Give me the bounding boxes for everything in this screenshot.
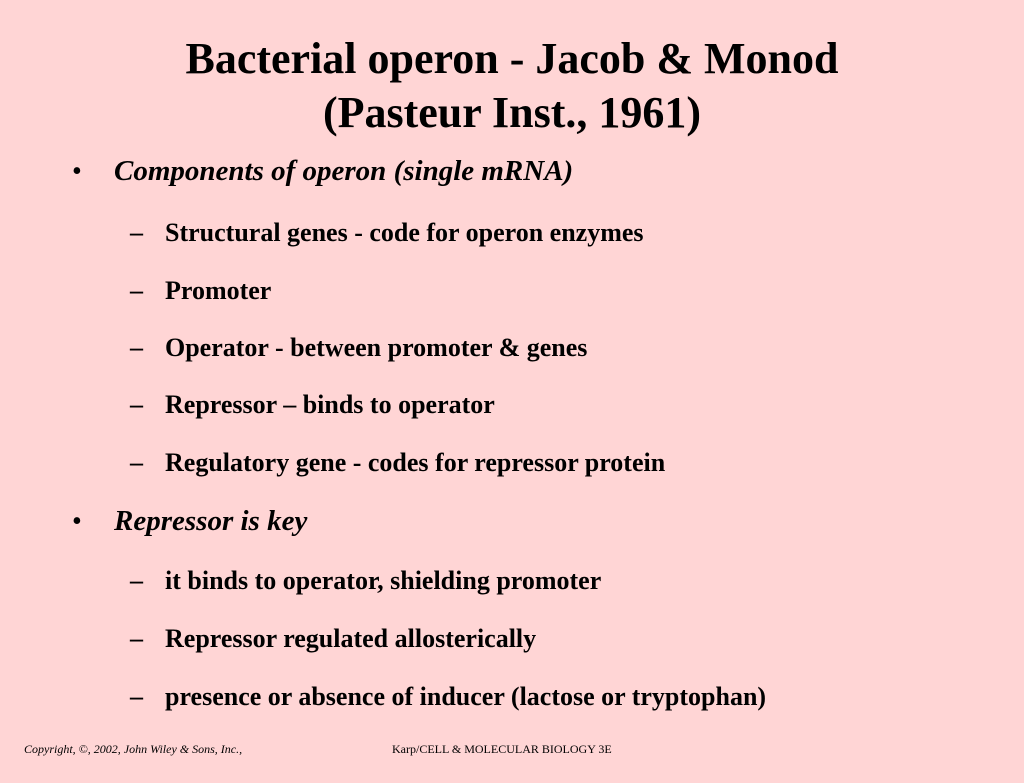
footer-source: Karp/CELL & MOLECULAR BIOLOGY 3E xyxy=(392,742,612,756)
dash-icon: – xyxy=(130,218,143,247)
dash-icon: – xyxy=(130,682,143,711)
list-item-binds-operator: it binds to operator, shielding promoter xyxy=(165,566,602,595)
dash-icon: – xyxy=(130,276,143,305)
dash-icon: – xyxy=(130,566,143,595)
slide-title xyxy=(0,32,1024,140)
bullet-icon: • xyxy=(72,506,82,537)
list-item-repressor: Repressor – binds to operator xyxy=(165,390,495,419)
list-item-structural-genes: Structural genes - code for operon enzymes xyxy=(165,218,644,247)
dash-icon: – xyxy=(130,333,143,362)
list-item-operator: Operator - between promoter & genes xyxy=(165,333,588,362)
list-item-regulatory-gene: Regulatory gene - codes for repressor protein xyxy=(165,448,666,477)
footer-copyright: Copyright, ©, 2002, John Wiley & Sons, Inc., xyxy=(24,742,243,756)
list-item-promoter: Promoter xyxy=(165,276,272,305)
dash-icon: – xyxy=(130,390,143,419)
list-item-inducer: presence or absence of inducer (lactose or tryptophan) xyxy=(165,682,767,711)
slide-title-line-1: Bacterial operon - Jacob & Monod xyxy=(185,34,839,83)
slide-title-line-2: (Pasteur Inst., 1961) xyxy=(322,88,702,137)
dash-icon: – xyxy=(130,448,143,477)
bullet-icon: • xyxy=(72,156,82,187)
section-heading-components: Components of operon (single mRNA) xyxy=(114,155,574,187)
list-item-allosteric: Repressor regulated allosterically xyxy=(165,624,537,653)
dash-icon: – xyxy=(130,624,143,653)
section-heading-repressor-key: Repressor is key xyxy=(114,505,308,537)
